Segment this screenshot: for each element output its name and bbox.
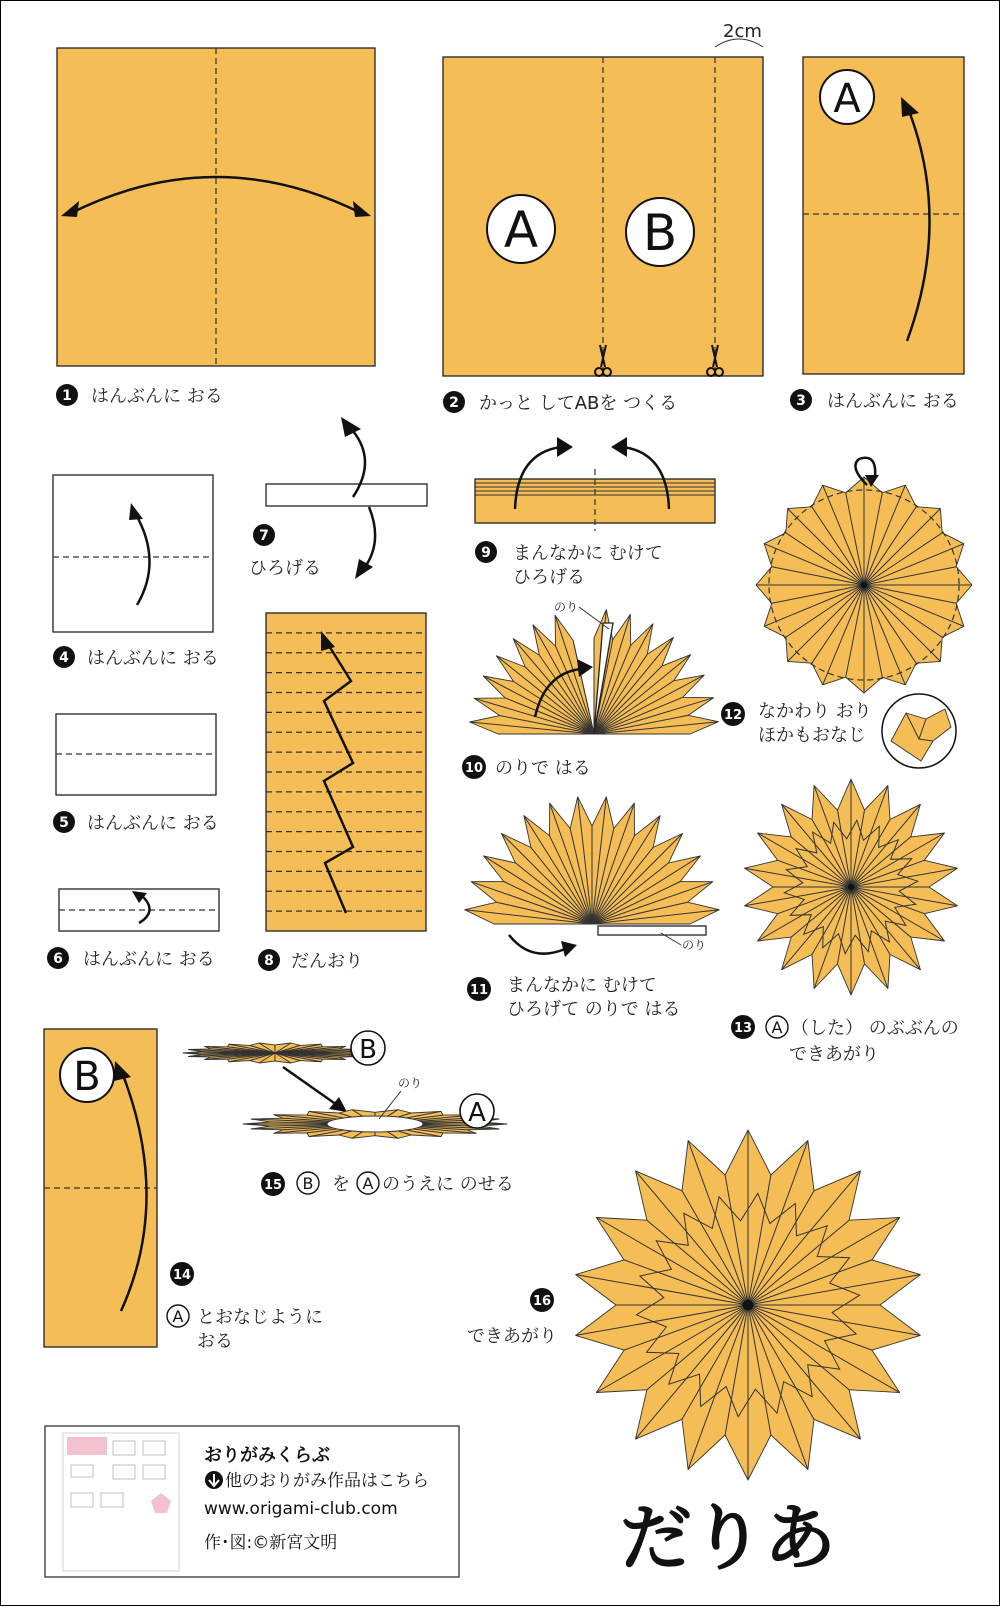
step-9: [475, 437, 715, 588]
step-15: [183, 1031, 514, 1196]
arrow-head-icon: [557, 437, 573, 457]
step-number: 13: [733, 1021, 753, 1036]
flat-flower-b: [183, 1043, 367, 1063]
place-arrow: [283, 1067, 337, 1105]
footer-box: [45, 1426, 459, 1577]
step-caption-line2: おる: [197, 1331, 233, 1352]
label-a: A: [833, 76, 861, 122]
step-1: [56, 48, 375, 407]
flower-part-a: [745, 779, 958, 995]
strip-paper: [53, 475, 213, 632]
step-number: 9: [481, 545, 491, 561]
step-caption: はんぶんに おる: [87, 648, 219, 669]
step-caption-line1: とおなじように: [197, 1307, 323, 1328]
step-2: [443, 21, 763, 414]
step-7: [249, 417, 427, 579]
glue-spot: [327, 1116, 423, 1132]
step-caption-line2: ひろげる: [513, 567, 585, 588]
step-number: 1: [62, 388, 72, 404]
step-number: 2: [449, 395, 459, 411]
step-caption-mid: を: [332, 1174, 350, 1195]
step-caption: かっと してABを つくる: [479, 393, 678, 414]
label-a: A: [468, 1098, 486, 1128]
step-caption-line2: ひろげて のりで はる: [507, 999, 681, 1020]
step-8: [258, 613, 426, 972]
author-credit: 作･図:©新宮文明: [204, 1533, 338, 1553]
step-number: 14: [172, 1268, 192, 1283]
thumbnail-diagram[interactable]: [63, 1433, 179, 1571]
step-caption: のうえに のせる: [382, 1174, 514, 1195]
arrow-head-icon: [577, 659, 593, 677]
step-number: 6: [53, 951, 63, 967]
arrow-head-icon: [561, 941, 577, 957]
step-caption: のりで はる: [495, 758, 591, 779]
step-10: [462, 600, 718, 779]
glue-label: のり: [554, 600, 579, 614]
step-number: 16: [532, 1294, 552, 1309]
glue-label: のり: [682, 938, 707, 952]
more-origami-link[interactable]: 他のおりがみ作品はこちら: [225, 1471, 429, 1491]
strip-paper: [266, 484, 427, 506]
label-b: B: [302, 1174, 314, 1193]
step-5: [53, 714, 219, 834]
measure-label: 2cm: [723, 21, 762, 42]
label-a: A: [172, 1307, 184, 1326]
finished-dahlia: [576, 1130, 921, 1480]
step-caption: だんおり: [291, 951, 363, 972]
step-caption-line1: まんなかに むけて: [513, 543, 663, 564]
page-title: だりあ: [619, 1496, 837, 1580]
step-caption-line2: できあがり: [789, 1044, 879, 1065]
step-caption-line1: （した） のぶぶんの: [791, 1018, 959, 1039]
step-caption: はんぶんに おる: [83, 949, 215, 970]
step-caption-line1: まんなかに むけて: [507, 975, 657, 996]
fan-partial: [470, 610, 719, 734]
arrow-head-icon: [611, 437, 627, 457]
step-caption: はんぶんに おる: [87, 813, 219, 834]
step-caption: はんぶんに おる: [827, 391, 959, 412]
step-number: 3: [796, 393, 806, 409]
step-number: 5: [59, 815, 69, 831]
step-11: [465, 797, 719, 1020]
diagram-canvas: [1, 1, 999, 1605]
step-13: [731, 779, 959, 1065]
step-number: 7: [259, 528, 269, 544]
label-a: A: [771, 1018, 783, 1037]
unfold-arrow: [509, 935, 565, 954]
step-number: 10: [464, 761, 484, 776]
flower-folding: [756, 477, 972, 693]
label-a: A: [362, 1174, 374, 1193]
step-number: 8: [264, 953, 274, 969]
step-6: [47, 889, 219, 970]
glue-flap: [598, 926, 706, 935]
unfold-arrow-down: [365, 507, 375, 567]
step-number: 4: [59, 650, 69, 666]
step-caption: ひろげる: [249, 558, 321, 579]
arrow-head-icon: [355, 559, 373, 579]
label-b: B: [359, 1035, 377, 1065]
step-caption-line2: ほかもおなじ: [758, 725, 866, 746]
fan-half: [465, 797, 719, 924]
step-caption: できあがり: [467, 1326, 557, 1347]
flower-center: [861, 582, 867, 588]
step-caption: はんぶんに おる: [91, 386, 223, 407]
flower-center: [743, 1300, 754, 1311]
step-caption-line1: なかわり おり: [758, 701, 872, 722]
step-16: [467, 1130, 920, 1480]
step-4: [53, 475, 219, 669]
label-b: B: [642, 204, 678, 262]
glue-label: のり: [398, 1076, 423, 1090]
flower-center: [848, 884, 854, 890]
step-number: 11: [469, 983, 489, 998]
site-url[interactable]: www.origami-club.com: [204, 1499, 398, 1519]
step-number: 12: [723, 708, 743, 723]
arrow-head-icon: [341, 417, 361, 437]
site-name: おりがみくらぶ: [204, 1445, 330, 1466]
label-a: A: [503, 201, 539, 259]
detail-zoom: [882, 694, 956, 768]
label-b: B: [73, 1054, 101, 1100]
step-number: 15: [263, 1178, 283, 1193]
step-12: [721, 458, 972, 768]
arrow-head-icon: [329, 1097, 347, 1112]
step-3: [790, 57, 964, 412]
